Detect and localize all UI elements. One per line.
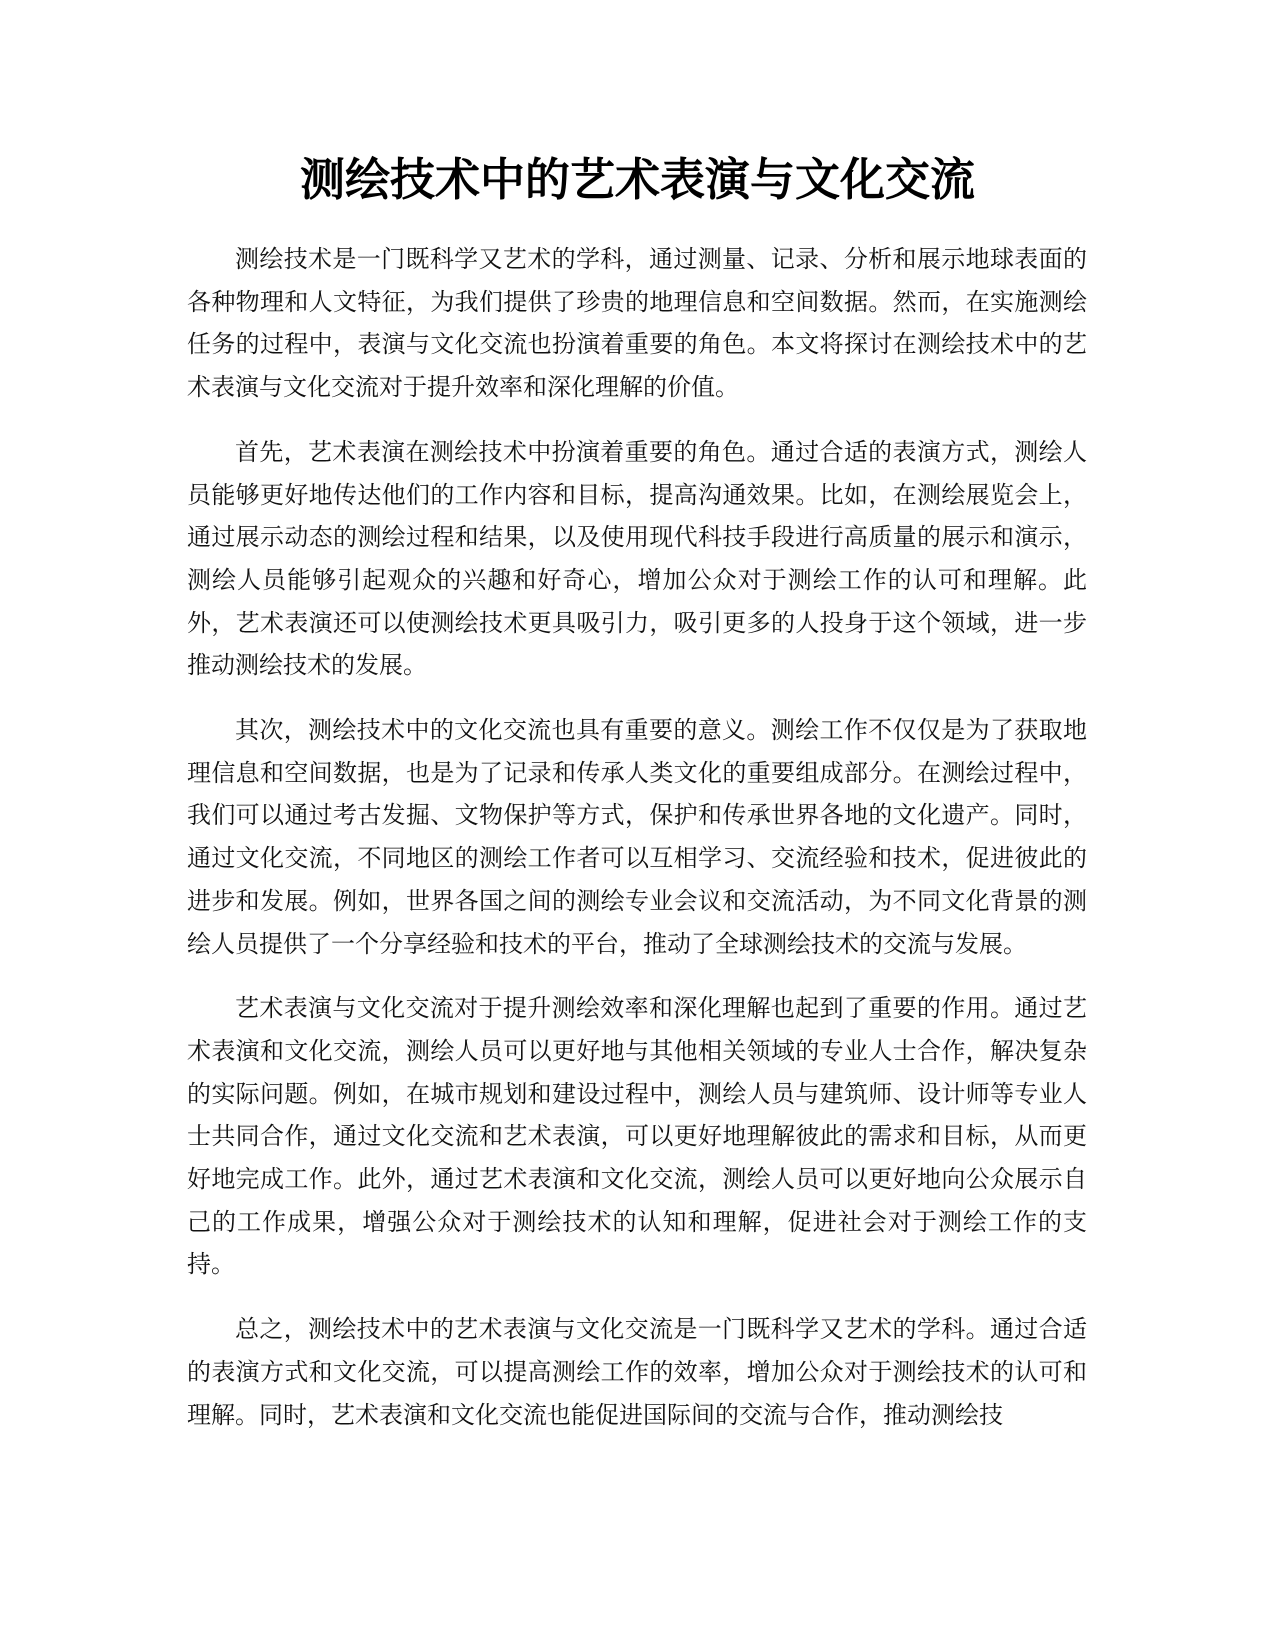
paragraph-conclusion: 总之，测绘技术中的艺术表演与文化交流是一门既科学又艺术的学科。通过合适的表演方式和文化交流，可以提高测绘工作的效率，增加公众对于测绘技术的认可和理解。同时，艺术表演和文化交流也能促进国际间的交流与合作，推动测绘技: [187, 1315, 1087, 1429]
document-title: 测绘技术中的艺术表演与文化交流: [299, 153, 975, 206]
paragraph-intro: 测绘技术是一门既科学又艺术的学科，通过测量、记录、分析和展示地球表面的各种物理和人文特征，为我们提供了珍贵的地理信息和空间数据。然而，在实施测绘任务的过程中，表演与文化交流也扮演着重要的角色。本文将探讨在测绘技术中的艺术表演与文化交流对于提升效率和深化理解的价值。: [187, 245, 1087, 402]
paragraph-cultural-exchange: 其次，测绘技术中的文化交流也具有重要的意义。测绘工作不仅仅是为了获取地理信息和空间数据，也是为了记录和传承人类文化的重要组成部分。在测绘过程中，我们可以通过考古发掘、文物保护等方式，保护和传承世界各地的文化遗产。同时，通过文化交流，不同地区的测绘工作者可以互相学习、交流经验和技术，促进彼此的进步和发展。例如，世界各国之间的测绘专业会议和交流活动，为不同文化背景的测绘人员提供了一个分享经验和技术的平台，推动了全球测绘技术的交流与发展。: [187, 716, 1087, 958]
paragraph-art-performance: 首先，艺术表演在测绘技术中扮演着重要的角色。通过合适的表演方式，测绘人员能够更好地传达他们的工作内容和目标，提高沟通效果。比如，在测绘展览会上，通过展示动态的测绘过程和结果，以及使用现代科技手段进行高质量的展示和演示，测绘人员能够引起观众的兴趣和好奇心，增加公众对于测绘工作的认可和理解。此外，艺术表演还可以使测绘技术更具吸引力，吸引更多的人投身于这个领域，进一步推动测绘技术的发展。: [187, 437, 1087, 680]
paragraph-efficiency: 艺术表演与文化交流对于提升测绘效率和深化理解也起到了重要的作用。通过艺术表演和文化交流，测绘人员可以更好地与其他相关领域的专业人士合作，解决复杂的实际问题。例如，在城市规划和建设过程中，测绘人员与建筑师、设计师等专业人士共同合作，通过文化交流和艺术表演，可以更好地理解彼此的需求和目标，从而更好地完成工作。此外，通过艺术表演和文化交流，测绘人员可以更好地向公众展示自己的工作成果，增强公众对于测绘技术的认知和理解，促进社会对于测绘工作的支持。: [187, 994, 1087, 1279]
document-body: [187, 238, 1087, 1458]
